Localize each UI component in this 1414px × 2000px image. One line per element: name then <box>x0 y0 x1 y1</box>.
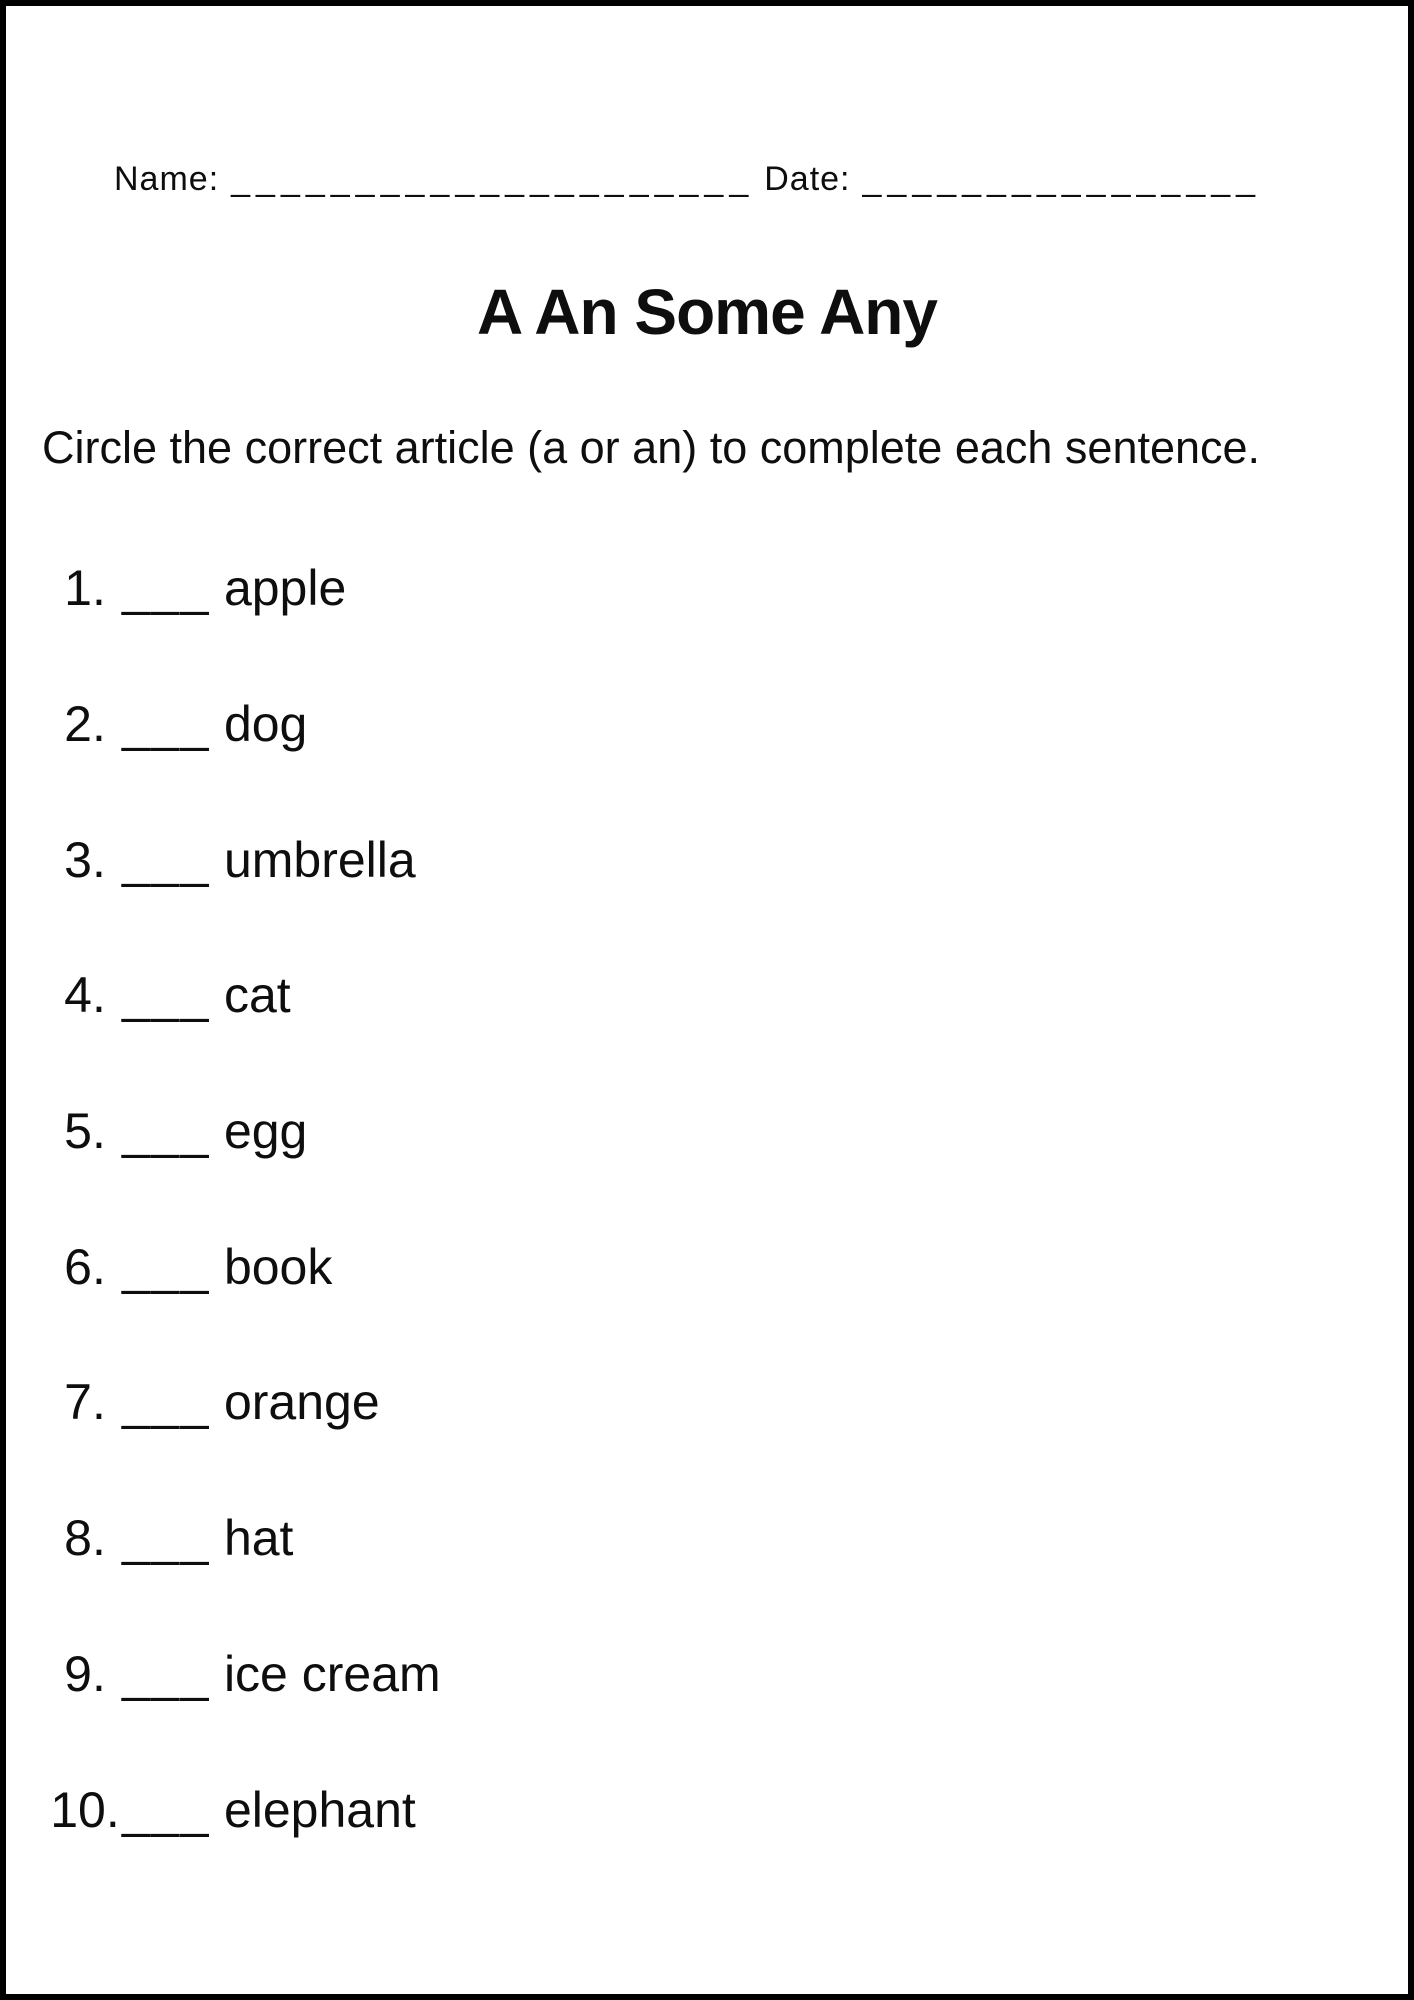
item-word: elephant <box>223 1782 416 1838</box>
instruction-text: Circle the correct article (a or an) to complete each sentence. <box>42 422 1261 473</box>
list-item <box>48 1099 307 1164</box>
item-number: 3. <box>64 832 106 888</box>
list-item <box>48 692 307 757</box>
item-number: 9. <box>64 1646 106 1702</box>
item-blank[interactable]: ___ <box>122 1374 210 1430</box>
name-date-row <box>114 157 1368 201</box>
item-number: 10. <box>50 1782 120 1838</box>
item-blank[interactable]: ___ <box>122 832 210 888</box>
page-title: A An Some Any <box>477 276 937 348</box>
item-number: 7. <box>64 1374 106 1430</box>
item-number: 4. <box>64 967 106 1023</box>
list-item <box>48 963 291 1028</box>
date-blank-line[interactable]: ________________ <box>862 160 1262 198</box>
item-word: dog <box>223 696 308 752</box>
item-number: 8. <box>64 1510 106 1566</box>
item-blank[interactable]: ___ <box>122 696 210 752</box>
name-blank-line[interactable]: _____________________ <box>231 160 755 198</box>
item-word: ice cream <box>223 1646 441 1702</box>
item-number: 5. <box>64 1103 106 1159</box>
item-number: 2. <box>64 696 106 752</box>
item-blank[interactable]: ___ <box>122 1510 210 1566</box>
item-number: 6. <box>64 1239 106 1295</box>
item-word: apple <box>223 560 347 616</box>
item-word: cat <box>223 967 291 1023</box>
item-blank[interactable]: ___ <box>122 1646 210 1702</box>
name-label: Name: <box>114 160 220 198</box>
item-blank[interactable]: ___ <box>122 1782 210 1838</box>
list-item <box>48 1370 380 1435</box>
item-blank[interactable]: ___ <box>122 1103 210 1159</box>
item-blank[interactable]: ___ <box>122 560 210 616</box>
item-word: orange <box>223 1374 380 1430</box>
item-blank[interactable]: ___ <box>122 1239 210 1295</box>
list-item <box>48 1778 416 1843</box>
item-word: umbrella <box>223 832 416 888</box>
item-number: 1. <box>64 560 106 616</box>
list-item <box>48 1642 441 1707</box>
list-item <box>48 1235 332 1300</box>
item-word: book <box>223 1239 333 1295</box>
list-item <box>48 556 346 621</box>
list-item <box>48 828 416 893</box>
date-label: Date: <box>764 160 851 198</box>
item-word: hat <box>223 1510 294 1566</box>
item-blank[interactable]: ___ <box>122 967 210 1023</box>
item-word: egg <box>223 1103 308 1159</box>
list-item <box>48 1506 293 1571</box>
